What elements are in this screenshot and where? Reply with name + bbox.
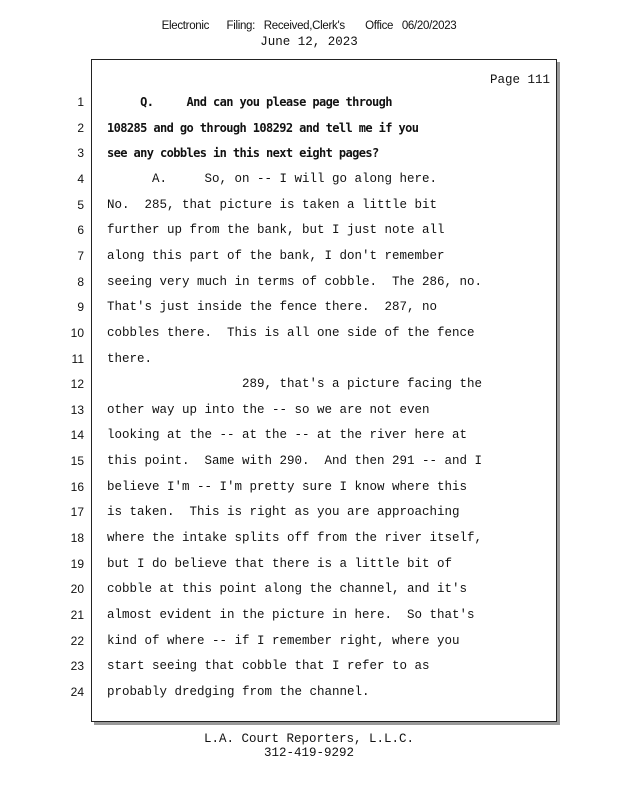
answer-line: is taken. This is right as you are approaching [107, 505, 460, 519]
answer-line: looking at the -- at the -- at the river here at [107, 428, 468, 442]
line-number: 13 [70, 403, 84, 417]
answer-line: other way up into the -- so we are not even [107, 403, 430, 417]
reporter-phone: 312-419-9292 [263, 746, 354, 760]
answer-line: further up from the bank, but I just note all [107, 223, 445, 237]
line-number: 4 [77, 172, 84, 186]
answer-line: kind of where -- if I remember right, where you [107, 634, 460, 648]
line-number: 19 [70, 557, 84, 571]
line-number: 10 [70, 326, 84, 340]
question-line: Q. And can you please page through [107, 95, 392, 109]
page-number: Page 111 [489, 73, 550, 87]
answer-line: almost evident in the picture in here. So that's [107, 608, 475, 622]
answer-line: but I do believe that there is a little bit of [107, 557, 453, 571]
line-number: 22 [70, 634, 84, 648]
line-number: 6 [77, 223, 84, 237]
reporter-company: L.A. Court Reporters, L.L.C. [203, 732, 415, 746]
line-number: 18 [70, 531, 84, 545]
answer-line: seeing very much in terms of cobble. The 286, no. [107, 275, 483, 289]
answer-line: there. [107, 352, 153, 366]
transcript-date: June 12, 2023 [260, 35, 358, 49]
answer-line: cobble at this point along the channel, and it's [107, 582, 468, 596]
answer-line: cobbles there. This is all one side of the fence [107, 326, 475, 340]
line-number: 2 [77, 121, 84, 135]
answer-line: probably dredging from the channel. [107, 685, 370, 699]
line-number: 17 [70, 505, 84, 519]
line-number: 15 [70, 454, 84, 468]
line-number: 3 [77, 146, 84, 160]
line-number: 24 [70, 685, 84, 699]
answer-line: A. So, on -- I will go along here. [107, 172, 438, 186]
question-line: 108285 and go through 108292 and tell me if you [107, 121, 419, 135]
line-number: 11 [71, 352, 84, 366]
answer-line: believe I'm -- I'm pretty sure I know where this [107, 480, 468, 494]
answer-line: That's just inside the fence there. 287, no [107, 300, 438, 314]
line-number: 7 [77, 249, 84, 263]
answer-line: along this part of the bank, I don't remember [107, 249, 445, 263]
line-number: 20 [70, 582, 84, 596]
question-line: see any cobbles in this next eight pages? [107, 146, 379, 160]
line-number: 8 [77, 275, 84, 289]
line-number: 23 [70, 659, 84, 673]
line-number: 5 [77, 198, 84, 212]
answer-line: 289, that's a picture facing the [107, 377, 483, 391]
line-number: 1 [77, 95, 84, 109]
answer-line: No. 285, that picture is taken a little bit [107, 198, 438, 212]
line-number: 9 [77, 300, 84, 314]
line-number: 12 [70, 377, 84, 391]
line-number: 14 [70, 428, 84, 442]
answer-line: this point. Same with 290. And then 291 -- and I [107, 454, 483, 468]
line-number: 21 [70, 608, 84, 622]
filing-stamp: Electronic Filing: Received,Clerk's Office 06/20/2023 [161, 20, 457, 32]
answer-line: start seeing that cobble that I refer to as [107, 659, 430, 673]
line-number: 16 [70, 480, 84, 494]
answer-line: where the intake splits off from the river itself, [107, 531, 483, 545]
